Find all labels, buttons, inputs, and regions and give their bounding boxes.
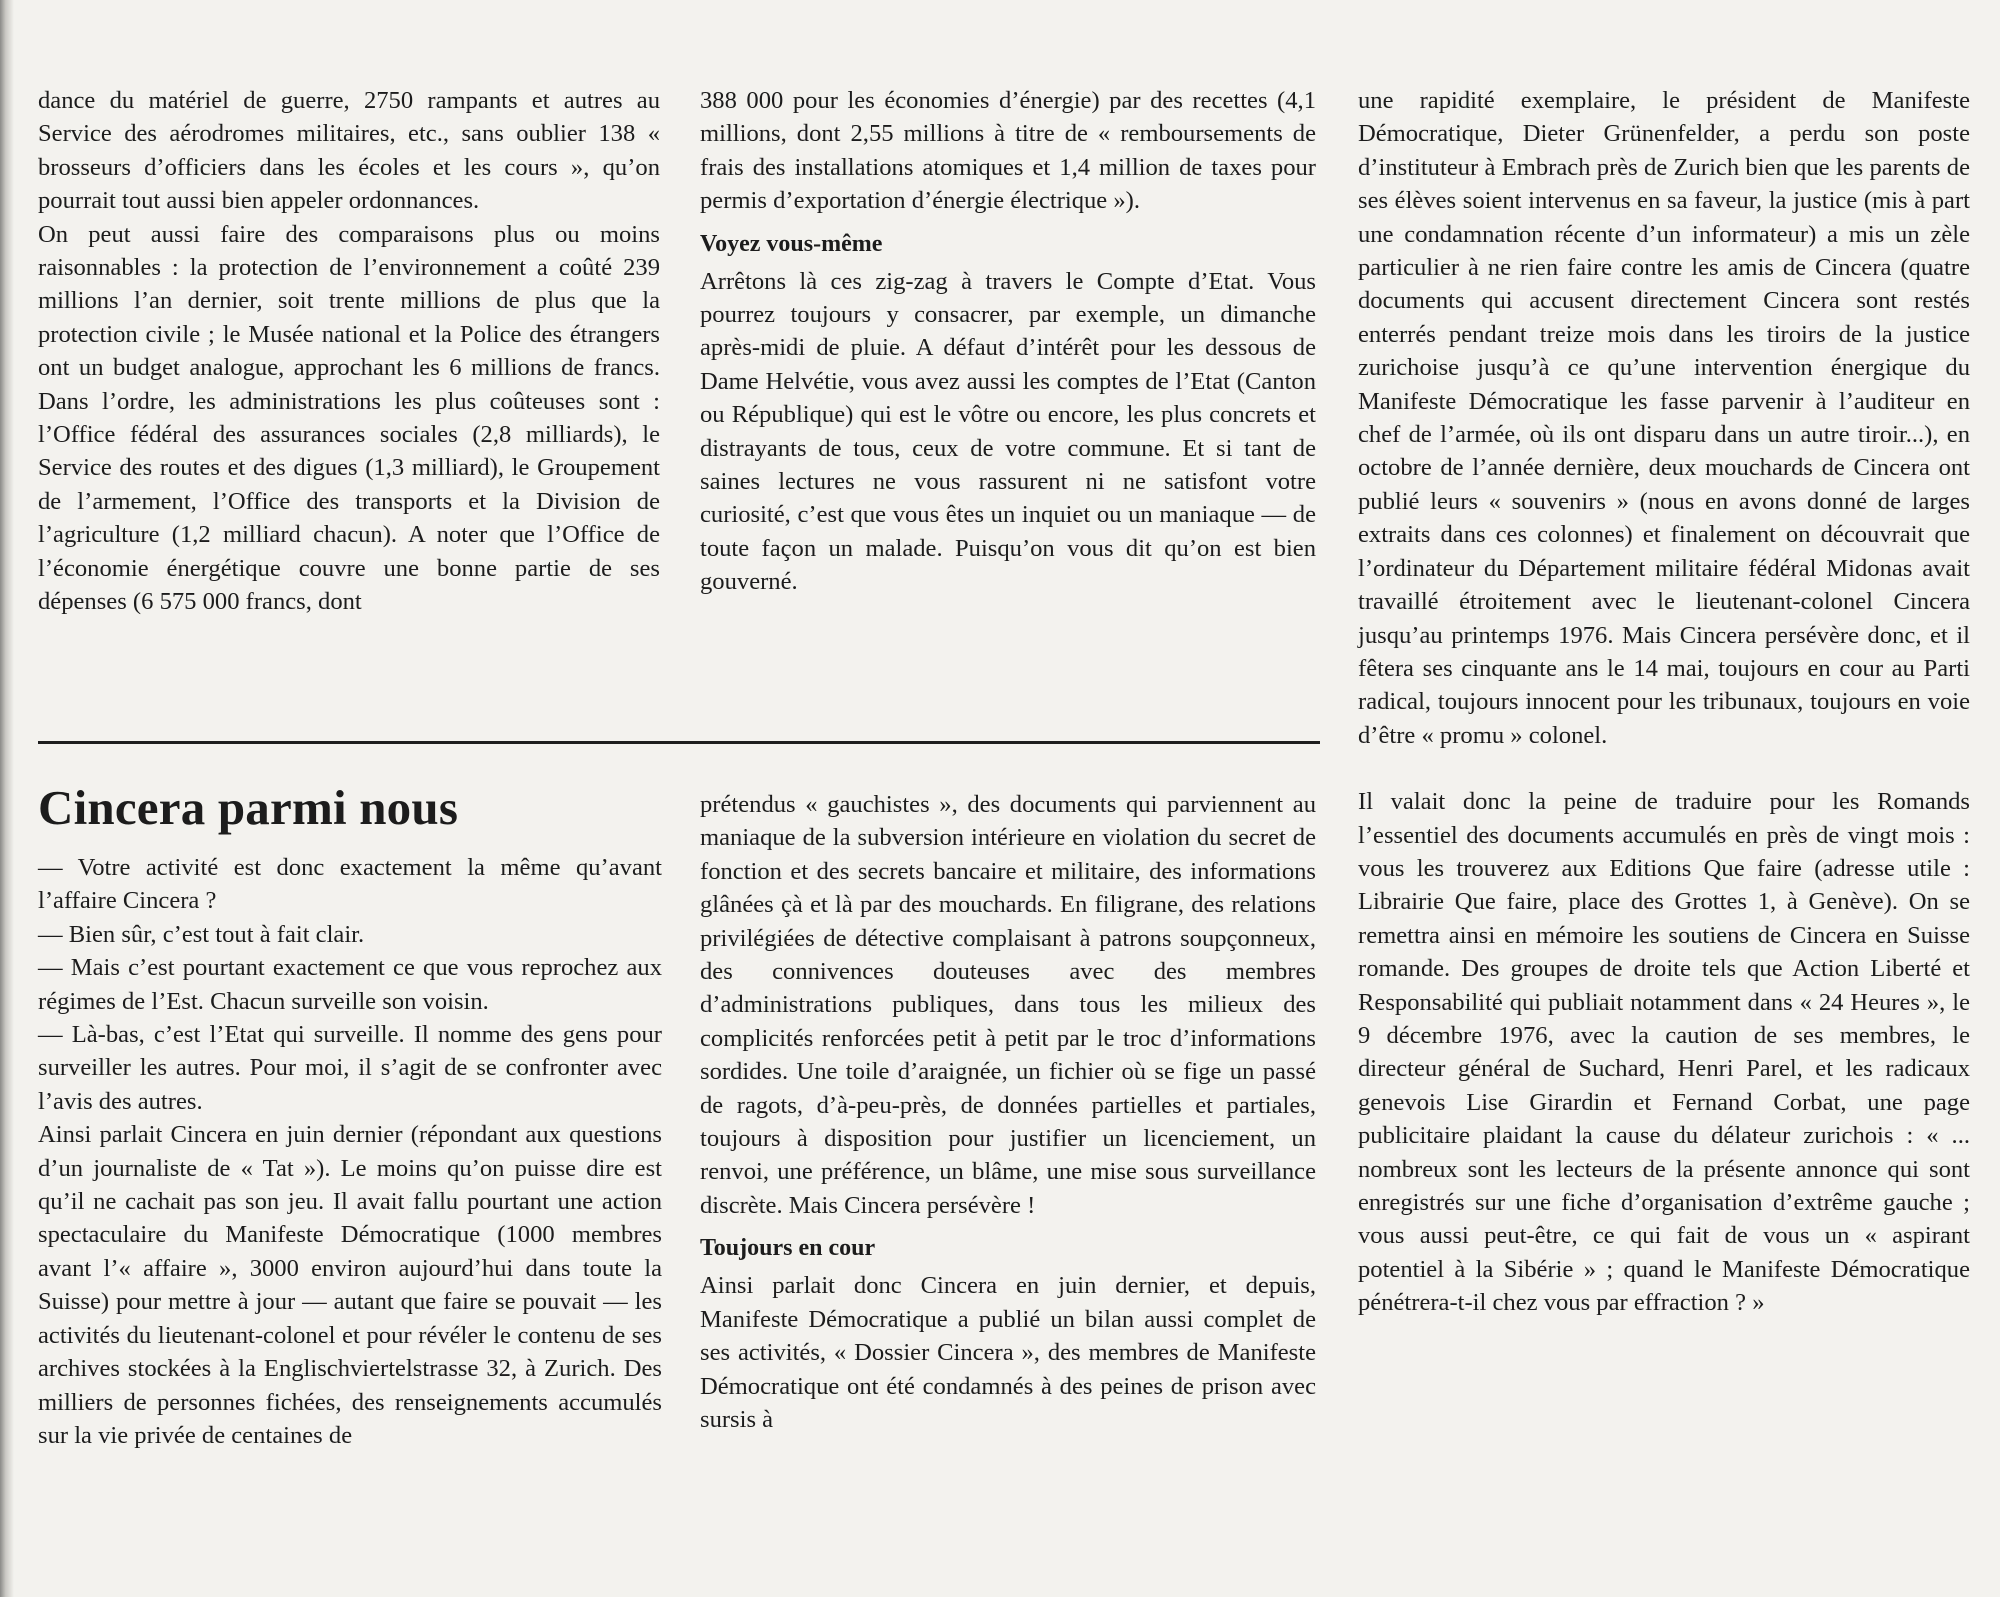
- dialogue-line-2: — Bien sûr, c’est tout à fait clair.: [38, 920, 365, 948]
- article-col3-paragraph-2: Il valait donc la peine de traduire pour les Romands l’essentiel des documents accumulés en près de vingt mois : vous les trouverez aux Editions Que faire (adresse utile : Librairie Que faire, place des Grottes 1, à Genève). On se remettra ainsi en mémoire les soutiens de Cincera en Suisse romande. Des groupes de droite tels que Action Liberté et Responsabilité qui publiait notamment dans « 24 Heures », le 9 décembre 1976, avec la caution de ses membres, le directeur général de Suchard, Henri Parel, et les radicaux genevois Lise Girardin et Fernand Corbat, une page publicitaire plaidant la cause du délateur zurichois : « ... nombreux sont les lecteurs de la présente annonce qui sont enregistrés sur une fiche d’organisation d’extrême gauche ; vous aussi peut-être, ce qui fait de vous un « aspirant potentiel à la Sibérie » ; quand le Manifeste Démocratique pénétrera-t-il chez vous par effraction ? »: [1358, 788, 1970, 1317]
- article-column-3: [1358, 84, 1970, 1320]
- dialogue-line-3: — Mais c’est pourtant exactement ce que vous reprochez aux régimes de l’Est. Chacun surveille son voisin.: [38, 954, 662, 1015]
- dialogue-line-4: — Là-bas, c’est l’Etat qui surveille. Il nomme des gens pour surveiller les autres. Pour moi, il s’agit de se confronter avec l’avis des autres.: [38, 1021, 662, 1115]
- top-col2-body: Arrêtons là ces zig-zag à travers le Compte d’Etat. Vous pourrez toujours y consacrer, par exemple, un dimanche après-midi de pluie. A défaut d’intérêt pour les dessous de Dame Helvétie, vous avez aussi les comptes de l’Etat (Canton ou République) qui est le vôtre ou encore, les plus concrets et distrayants de tous, ceux de votre commune. Et si tant de saines lectures ne vous rassurent ni ne satisfont votre curiosité, c’est que vous êtes un inquiet ou un maniaque — de toute façon un malade. Puisqu’on vous dit qu’on est bien gouverné.: [700, 267, 1316, 596]
- top-col1-paragraph-1: dance du matériel de guerre, 2750 rampants et autres au Service des aérodromes militaires, etc., sans oublier 138 « brosseurs d’officiers dans les écoles et les cours », qu’on pourrait tout aussi bien appeler ordonnances.: [38, 87, 660, 215]
- article-col2-tail: Ainsi parlait donc Cincera en juin dernier, et depuis, Manifeste Démocratique a publié un bilan aussi complet de ses activités, « Dossier Cincera », des membres de Manifeste Démocratique ont été condamnés à des peines de prison avec sursis à: [700, 1272, 1316, 1433]
- article-column-1: [38, 851, 662, 1452]
- paragraph-gap: [1358, 752, 1970, 785]
- top-column-2: [700, 84, 1316, 599]
- page-edge-shadow: [0, 0, 14, 1597]
- top-column-1: [38, 84, 660, 619]
- article-col2-body: prétendus « gauchistes », des documents qui parviennent au maniaque de la subversion intérieure en violation du secret de fonction et des secrets bancaire et militaire, des informations glânées çà et là par des mouchards. En filigrane, des relations privilégiées de détective complaisant à patrons soupçonneux, des connivences douteuses avec des membres d’administrations publiques, dans tous les milieux des complicités renforcées petit à petit par le troc d’informations sordides. Une toile d’araignée, un fichier où se fige un passé de ragots, d’à-peu-près, de données partielles et partiales, toujours à disposition pour justifier un licenciement, un renvoi, une préférence, un blâme, une mise sous surveillance discrète. Mais Cincera persévère !: [700, 791, 1316, 1219]
- dialogue-line-1: — Votre activité est donc exactement la même qu’avant l’affaire Cincera ?: [38, 854, 662, 915]
- top-col1-paragraph-2: On peut aussi faire des comparaisons plus ou moins raisonnables : la protection de l’environnement a coûté 239 millions l’an dernier, soit trente millions de plus que la protection civile ; le Musée national et la Police des étrangers ont un budget analogue, approchant les 6 millions de francs. Dans l’ordre, les administrations les plus coûteuses sont : l’Office fédéral des assurances sociales (2,8 milliards), le Service des routes et des digues (1,3 milliard), le Groupement de l’armement, l’Office des transports et la Division de l’agriculture (1,2 milliard chacun). A noter que l’Office de l’économie énergétique couvre une bonne partie de ses dépenses (6 575 000 francs, dont: [38, 220, 660, 616]
- subheading-toujours-en-cour: Toujours en cour: [700, 1235, 876, 1262]
- article-col3-paragraph-1: une rapidité exemplaire, le président de Manifeste Démocratique, Dieter Grünenfelder, a perdu son poste d’instituteur à Embrach près de Zurich bien que les parents de ses élèves soient intervenus en sa faveur, la justice (mis à part une condamnation récente d’un informateur) a mis un zèle particulier à ne rien faire contre les amis de Cincera (quatre documents qui accusent directement Cincera sont restés enterrés pendant treize mois dans les tiroirs de la justice zurichoise jusqu’à ce qu’une intervention énergique du Manifeste Démocratique les fasse parvenir à l’auditeur en chef de l’armée, où ils ont disparu dans un autre tiroir...), en octobre de l’année dernière, deux mouchards de Cincera ont publié leurs « souvenirs » (nous en avons donné de larges extraits dans ces colonnes) et finalement on découvrait que l’ordinateur du Département militaire fédéral Midonas avait travaillé étroitement avec le lieutenant-colonel Cincera jusqu’au printemps 1976. Mais Cincera persévère donc, et il fêtera ses cinquante ans le 14 mai, toujours en cour au Parti radical, toujours innocent pour les tribunaux, toujours en voie d’être « promu » colonel.: [1358, 87, 1970, 749]
- article-column-2: [700, 788, 1316, 1436]
- subheading-voyez-vous-meme: Voyez vous-même: [700, 230, 883, 257]
- article-col1-paragraph: Ainsi parlait Cincera en juin dernier (répondant aux questions d’un journaliste de « Tat »). Le moins qu’on puisse dire est qu’il ne cachait pas son jeu. Il avait fallu pourtant une action spectaculaire du Manifeste Démocratique (1000 membres avant l’« affaire », 3000 environ aujourd’hui dans toute la Suisse) pour mettre à jour — autant que faire se pouvait — les activités du lieutenant-colonel et pour révéler le contenu de ses archives stockées à la Englischviertelstrasse 32, à Zurich. Des milliers de personnes fichées, des renseignements accumulés sur la vie privée de centaines de: [38, 1121, 662, 1449]
- article-headline: Cincera parmi nous: [38, 780, 459, 835]
- section-divider: [38, 741, 1320, 744]
- top-col2-intro: 388 000 pour les économies d’énergie) par des recettes (4,1 millions, dont 2,55 millions à titre de « remboursements de frais des installations atomiques et 1,4 million de taxes pour permis d’exportation d’énergie électrique »).: [700, 87, 1316, 215]
